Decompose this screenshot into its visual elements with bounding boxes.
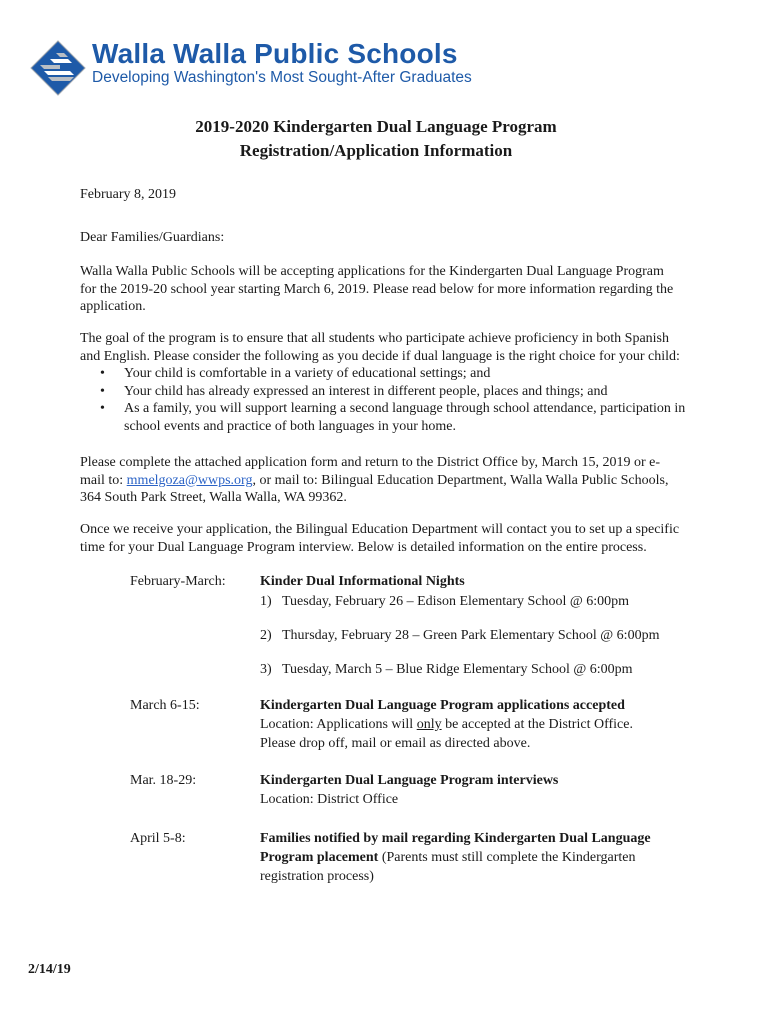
considerations-list: [80, 365, 700, 435]
item-number: 2): [260, 628, 272, 643]
applications-location-line: [260, 715, 700, 734]
list-item: • As a family, you will support learning a second language through school attendance, participation in school events and practice of both languages in your home.: [80, 400, 700, 435]
schedule-heading-interviews: Kindergarten Dual Language Program interviews: [260, 773, 559, 788]
org-tagline: Developing Washington's Most Sought-After Graduates: [92, 69, 472, 86]
org-name: Walla Walla Public Schools: [92, 38, 458, 69]
intro-line: for the 2019-20 school year starting March 6, 2019. Please read below for more information regarding the: [80, 281, 674, 297]
intro-line: application.: [80, 299, 146, 314]
once-paragraph: [80, 521, 700, 556]
mail-to-prefix: mail to:: [80, 472, 127, 488]
document-title-line2: Registration/Application Information: [239, 141, 513, 160]
intro-line: Walla Walla Public Schools will be accepting applications for the Kindergarten Dual Language Program: [80, 264, 664, 279]
item-text: Tuesday, February 26 – Edison Elementary School @ 6:00pm: [282, 594, 630, 609]
footer-date: 2/14/19: [28, 962, 71, 977]
info-night-item: [260, 626, 700, 645]
location-prefix: Location: Applications will: [260, 717, 417, 732]
schedule-heading-notification: Families notified by mail regarding Kindergarten Dual Language: [260, 831, 651, 846]
item-number: 3): [260, 662, 272, 677]
placement-note: (Parents must still complete the Kindergarten: [378, 850, 636, 865]
notification-line: [260, 848, 700, 867]
letter-date: February 8, 2019: [80, 187, 177, 202]
placement-bold-text: Program placement: [260, 850, 379, 865]
info-night-item: [260, 592, 700, 611]
schedule-label-apr-5-8: April 5-8:: [130, 831, 186, 846]
complete-line: Please complete the attached application form and return to the District Office by, March 15, 2019 or e-: [80, 455, 661, 470]
schedule-heading-applications: Kindergarten Dual Language Program applications accepted: [260, 698, 625, 713]
schedule-label-feb-mar: February-March:: [130, 574, 226, 589]
complete-line: 364 South Park Street, Walla Walla, WA 99362.: [80, 490, 347, 505]
item-text: Thursday, February 28 – Green Park Elementary School @ 6:00pm: [282, 628, 660, 643]
once-line: time for your Dual Language Program interview. Below is detailed information on the entire process.: [80, 539, 647, 555]
goal-paragraph: [80, 330, 700, 365]
salutation: Dear Families/Guardians:: [80, 230, 225, 245]
interviews-location-line: Location: District Office: [260, 792, 399, 807]
complete-line: [80, 472, 700, 490]
wwps-diamond-logo-icon: [30, 40, 86, 96]
location-suffix: be accepted at the District Office.: [441, 717, 633, 732]
schedule-label-mar-18-29: Mar. 18-29:: [130, 773, 197, 788]
notification-line: registration process): [260, 869, 374, 884]
once-line: Once we receive your application, the Bilingual Education Department will contact you to set up a specific: [80, 522, 680, 537]
info-night-item: [260, 660, 700, 679]
mail-to-suffix: , or mail to: Bilingual Education Department, Walla Walla Public Schools,: [252, 472, 669, 488]
email-link[interactable]: mmelgoza@wwps.org: [126, 472, 253, 488]
item-number: 1): [260, 594, 272, 609]
schedule-label-mar-6-15: March 6-15:: [130, 698, 200, 713]
list-item: • Your child is comfortable in a variety of educational settings; and: [80, 365, 700, 383]
item-text: Tuesday, March 5 – Blue Ridge Elementary School @ 6:00pm: [282, 662, 633, 677]
applications-drop-off-line: Please drop off, mail or email as directed above.: [260, 736, 531, 751]
complete-paragraph: [80, 454, 700, 507]
goal-line: and English. Please consider the following as you decide if dual language is the right choice for your child:: [80, 348, 680, 364]
intro-paragraph: [80, 263, 700, 316]
document-title-line1: 2019-2020 Kindergarten Dual Language Program: [195, 117, 557, 136]
location-emphasis: only: [416, 717, 442, 732]
list-item: • Your child has already expressed an interest in different people, places and things; and: [80, 383, 700, 401]
schedule-heading-info-nights: Kinder Dual Informational Nights: [260, 574, 465, 589]
goal-line: The goal of the program is to ensure that all students who participate achieve proficiency in both Spanish: [80, 331, 669, 346]
